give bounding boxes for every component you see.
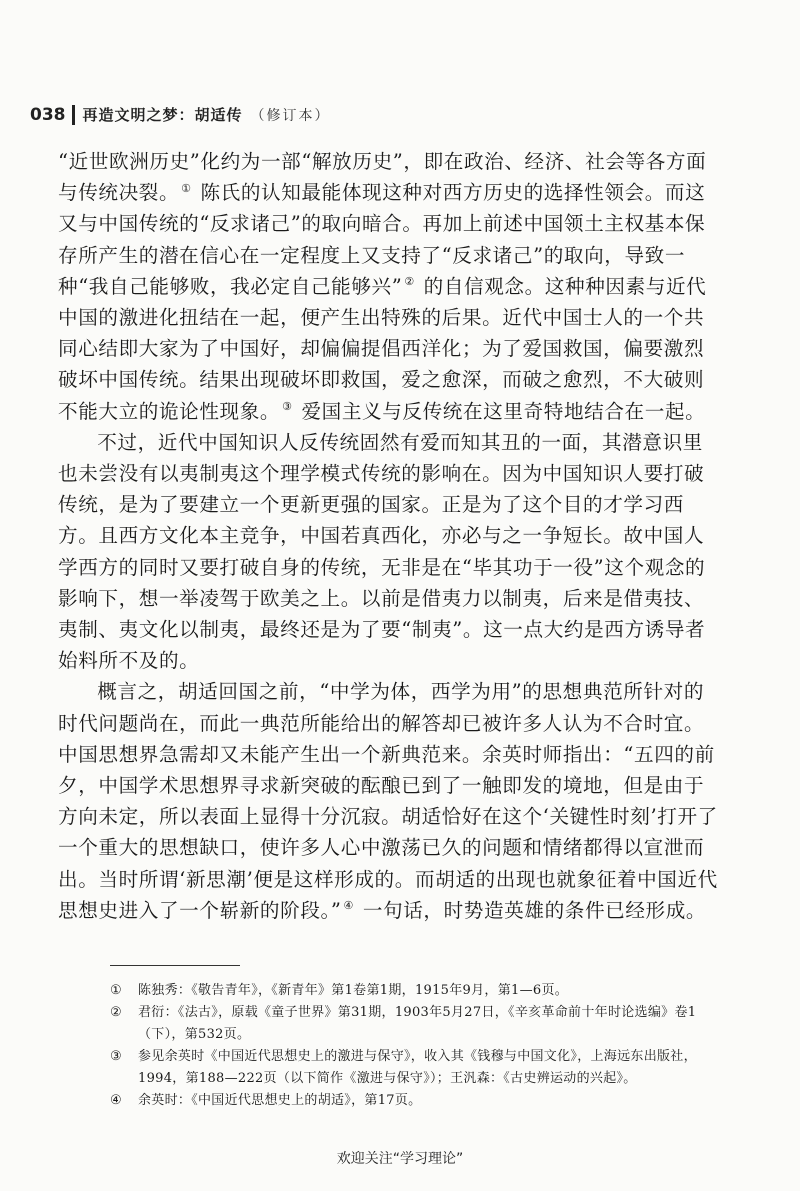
- paragraph-2: 不过，近代中国知识人反传统固然有爱而知其丑的一面，其潜意识里也未尝没有以夷制夷这个理学模式传统的影响在。因为中国知识人要打破传统，是为了要建立一个更新更强的国家。正是为了这个目的才学习西方。且西方文化本主竞争，中国若真西化，亦必与之一争短长。故中国人学西方的同时又要打破自身的传统，无非是在“毕其功于一役”这个观念的影响下，想一举凌驾于欧美之上。以前是借夷力以制夷，后来是借夷技、夷制、夷文化以制夷，最终还是为了要“制夷”。这一点大约是西方诱导者始料所不及的。: [58, 430, 706, 673]
- footnote-ref-2[interactable]: ②: [404, 275, 415, 289]
- footnote-number: ④: [110, 1093, 122, 1108]
- paragraph-1: [58, 146, 718, 427]
- paragraph-text: 的自信观念。这种种因素与近代中国的激进化扭结在一起，便产生出特殊的后果。近代中国士人的一个共同心结即大家为了中国好，却偏偏提倡西洋化；为了爱国救国，偏要激烈破坏中国传统。结果出现破坏即救国，爱之愈深，而破之愈烈，不大破则不能大立的诡论性现象。: [58, 274, 707, 423]
- edition-label: （修订本）: [250, 107, 331, 124]
- paragraph-text: “近世欧洲历史”化约为一部“解放历史”，即在政治、经济、社会等各方面与传统决裂。: [58, 150, 707, 205]
- footnote-ref-1[interactable]: ①: [181, 181, 192, 195]
- page-number: 038: [30, 104, 66, 125]
- footnote-divider: [110, 965, 240, 966]
- footnote-2: [110, 1002, 730, 1046]
- paragraph-text: 一句话，时势造英雄的条件已经形成。: [356, 898, 707, 922]
- footnote-ref-4[interactable]: ④: [343, 899, 354, 913]
- footnote-3: [110, 1046, 730, 1090]
- bottom-note: 欢迎关注“学习理论”: [336, 1151, 464, 1167]
- footnote-text: 君衍：《法古》，原载《童子世界》第31期，1903年5月27日，《辛亥革命前十年时论选编》卷1（下），第532页。: [138, 1005, 697, 1042]
- footnote-number: ③: [110, 1049, 122, 1064]
- main-text: [58, 146, 718, 926]
- footnote-4: [110, 1090, 730, 1112]
- book-title: 再造文明之梦：胡适传: [82, 106, 243, 124]
- paragraph-text: 陈氏的认知最能体现这种对西方历史的选择性领会。而这又与中国传统的“反求诸己”的取向暗合。再加上前述中国领土主权基本保存所产生的潜在信心在一定程度上又支持了“反求诸己”的取向，导致一种“我自己能够败，我必定自己能够兴”: [58, 181, 706, 298]
- paragraph-text: 概言之，胡适回国之前，“中学为体，西学为用”的思想典范所针对的时代问题尚在，而此一典范所能给出的解答却已被许多人认为不合时宜。中国思想界急需却又未能产生出一个新典范来。余英时师指出：“五四的前夕，中国学术思想界寻求新突破的酝酿已到了一触即发的境地，但是由于方向未定，所以表面上显得十分沉寂。胡适恰好在这个‘关键性时刻’打开了一个重大的思想缺口，使许多人心中激荡已久的问题和情绪都得以宣泄而出。当时所谓‘新思潮’便是这样形成的。而胡适的出现也就象征着中国近代思想史进入了一个崭新的阶段。”: [58, 680, 718, 922]
- footnote-1: [110, 980, 730, 1002]
- footnote-text: 陈独秀：《敬告青年》，《新青年》第1卷第1期，1915年9月，第1—6页。: [138, 983, 569, 998]
- paragraph-3: [58, 676, 718, 926]
- footnote-text: 参见余英时《中国近代思想史上的激进与保守》，收入其《钱穆与中国文化》，上海远东出版社，1994，第188—222页（以下简作《激进与保守》）；王汎森：《古史辨运动的兴起》。: [138, 1049, 697, 1086]
- paragraph-text: 爱国主义与反传统在这里奇特地结合在一起。: [294, 399, 706, 423]
- footnote-number: ①: [110, 983, 122, 998]
- header-divider: [72, 105, 75, 125]
- footnote-ref-3[interactable]: ③: [282, 400, 293, 414]
- footnote-number: ②: [110, 1005, 122, 1020]
- footnotes: [110, 980, 730, 1112]
- footnote-text: 余英时：《中国近代思想史上的胡适》，第17页。: [138, 1093, 422, 1108]
- running-header: [30, 104, 331, 125]
